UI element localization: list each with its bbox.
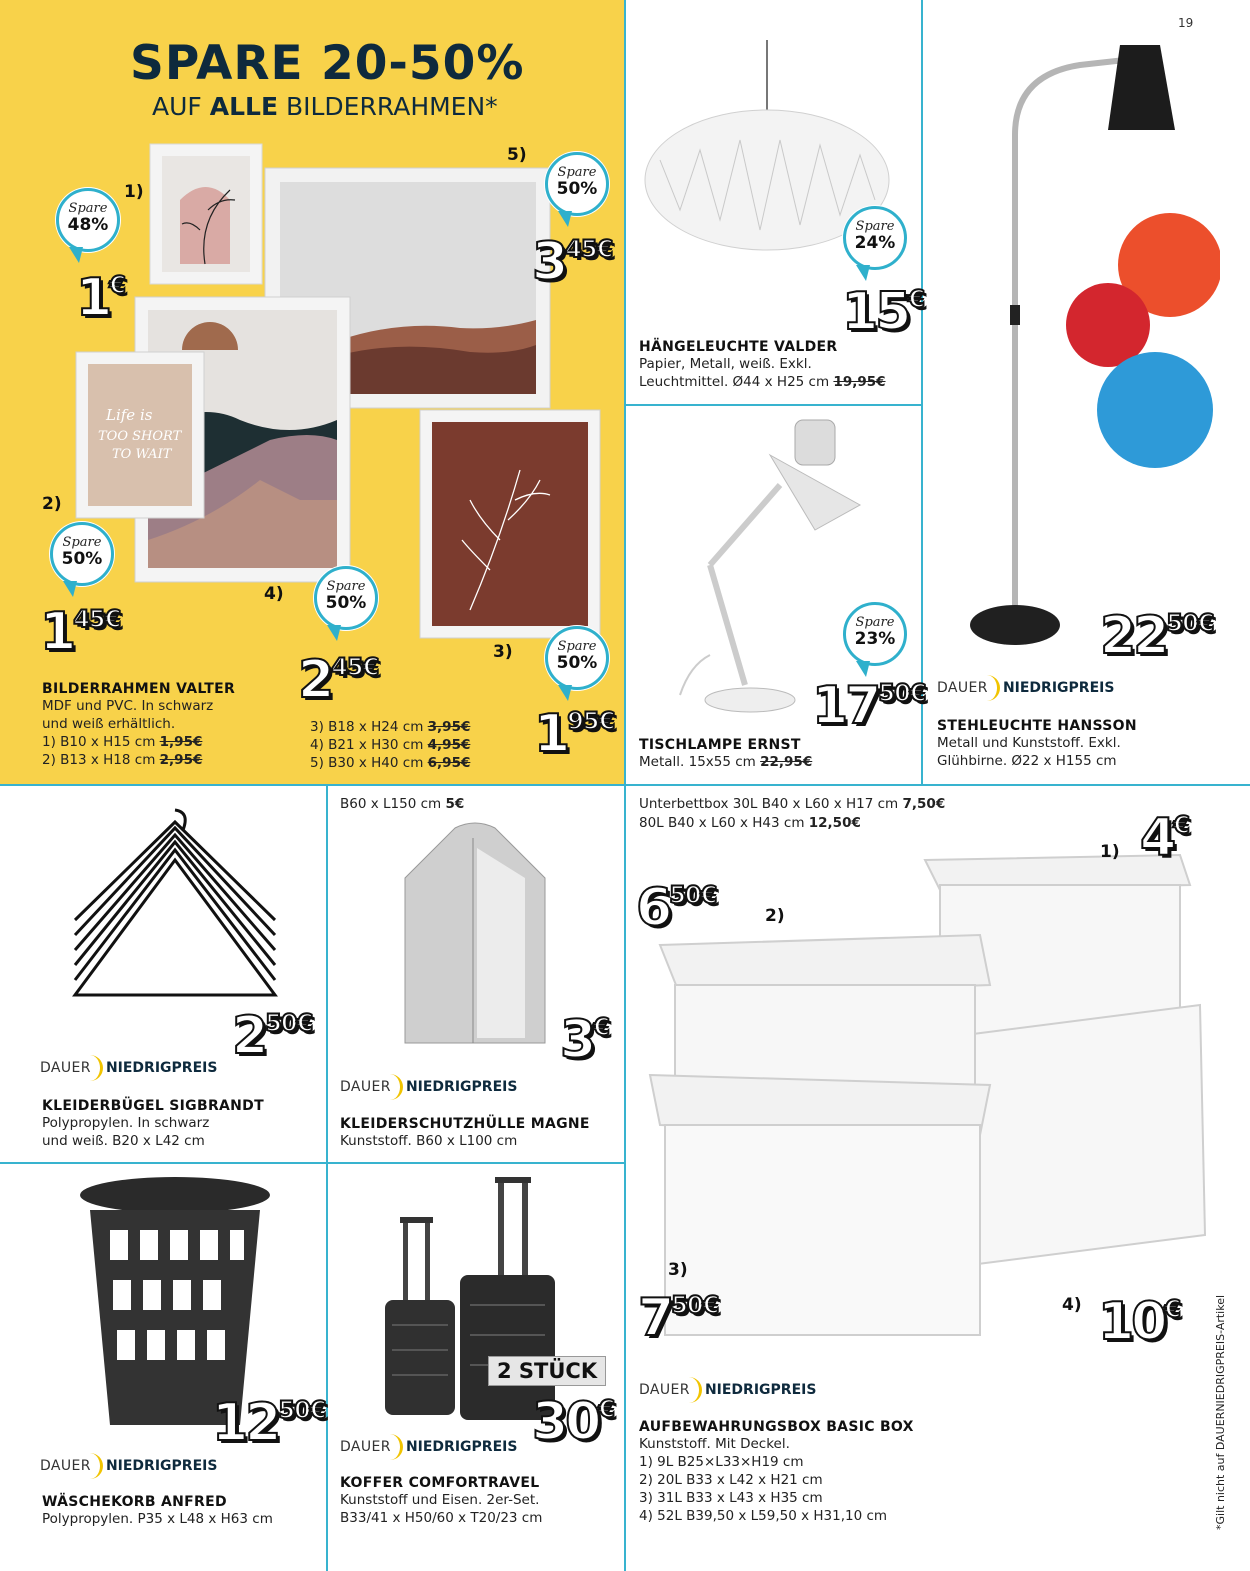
product-desc: Kunststoff. Mit Deckel. — [639, 1436, 790, 1452]
dauer-niedrigpreis-logo: DAUER NIEDRIGPREIS — [639, 1377, 816, 1403]
hangers-description — [42, 1098, 312, 1150]
suitcases-description — [340, 1475, 620, 1527]
product-desc: Metall. 15x55 cm 22,95€ — [639, 754, 813, 770]
promo-headline: SPARE 20-50% — [130, 36, 525, 91]
discount-badge: Spare 23% — [843, 602, 907, 666]
svg-text:Life is: Life is — [106, 406, 153, 424]
frames-description — [42, 681, 312, 769]
promo-subheadline — [152, 92, 498, 121]
footnote: *Gilt nicht auf DAUERNIEDRIGPREIS-Artikel — [1214, 1294, 1227, 1530]
desk-lamp-description — [639, 737, 914, 771]
frame-label-1: 1) — [124, 182, 144, 202]
product-desc: Glühbirne. Ø22 x H155 cm — [937, 753, 1117, 769]
divider — [921, 0, 923, 784]
size-option: Unterbettbox 30L B40 x L60 x H17 cm 7,50€ — [639, 796, 946, 812]
price-tag: 750€ — [638, 1288, 719, 1348]
promo-sub-pre: AUF — [152, 92, 202, 121]
promo-sub-bold: ALLE — [209, 92, 279, 121]
dauer-niedrigpreis-logo: DAUER NIEDRIGPREIS — [937, 675, 1114, 701]
quantity-banner: 2 STÜCK — [488, 1356, 606, 1386]
product-title: HÄNGELEUCHTE VALDER — [639, 339, 838, 355]
garment-bag-image — [395, 818, 555, 1048]
product-desc: Kunststoff. B60 x L100 cm — [340, 1133, 518, 1149]
product-title: TISCHLAMPE ERNST — [639, 737, 801, 753]
price-tag: 2250€ — [1100, 606, 1214, 666]
divider — [626, 404, 921, 406]
product-desc: Polypropylen. P35 x L48 x H63 cm — [42, 1511, 273, 1527]
price-tag: 250€ — [232, 1006, 313, 1066]
divider — [0, 1162, 624, 1164]
size-line: 3) 31L B33 x L43 x H35 cm — [639, 1490, 823, 1506]
price-tag: 650€ — [636, 878, 717, 938]
size-option: B60 x L150 cm 5€ — [340, 796, 465, 812]
product-title: AUFBEWAHRUNGSBOX BASIC BOX — [639, 1419, 914, 1435]
discount-badge: Spare 48% — [56, 188, 120, 252]
frame-label-4: 4) — [264, 584, 284, 604]
product-desc: und weiß erhältlich. — [42, 716, 176, 732]
svg-text:TO WAIT: TO WAIT — [112, 447, 172, 462]
box-label-1: 1) — [1100, 842, 1120, 862]
price-tag: 10€ — [1098, 1292, 1181, 1352]
price-tag: 195€ — [534, 704, 615, 764]
storage-boxes-image — [640, 845, 1220, 1345]
price-tag: 245€ — [298, 650, 379, 710]
product-desc: Papier, Metall, weiß. Exkl. — [639, 356, 812, 372]
price-tag: 345€ — [532, 232, 613, 292]
price-tag: 1750€ — [812, 676, 926, 736]
size-line: 1) 9L B25×L33×H19 cm — [639, 1454, 804, 1470]
product-desc: MDF und PVC. In schwarz — [42, 698, 214, 714]
price-tag: 145€ — [40, 602, 121, 662]
dauer-niedrigpreis-logo: DAUER NIEDRIGPREIS — [340, 1074, 517, 1100]
hangers-image — [65, 800, 285, 1010]
box-label-4: 4) — [1062, 1295, 1082, 1315]
size-line: 4) B21 x H30 cm 4,95€ — [310, 737, 471, 753]
product-desc: Leuchtmittel. Ø44 x H25 cm 19,95€ — [639, 374, 886, 390]
discount-badge: Spare 50% — [545, 152, 609, 216]
page-number: 19 — [1178, 16, 1194, 30]
product-title: KLEIDERSCHUTZHÜLLE MAGNE — [340, 1116, 590, 1132]
product-title: KOFFER COMFORTRAVEL — [340, 1475, 540, 1491]
storage-boxes-description — [639, 1419, 979, 1525]
product-desc: Metall und Kunststoff. Exkl. — [937, 735, 1121, 751]
size-option: 80L B40 x L60 x H43 cm 12,50€ — [639, 815, 861, 831]
product-title: STEHLEUCHTE HANSSON — [937, 718, 1137, 734]
price-tag: 3€ — [560, 1010, 609, 1070]
size-line: 2) 20L B33 x L42 x H21 cm — [639, 1472, 823, 1488]
garment-bag-description — [340, 1116, 620, 1150]
svg-text:TOO SHORT: TOO SHORT — [98, 429, 182, 444]
price-tag: 30€ — [532, 1392, 615, 1452]
floor-lamp-image — [960, 35, 1220, 665]
divider — [624, 0, 626, 784]
product-desc: Polypropylen. In schwarz — [42, 1115, 210, 1131]
product-desc: B33/41 x H50/60 x T20/23 cm — [340, 1510, 543, 1526]
dauer-niedrigpreis-logo: DAUER NIEDRIGPREIS — [40, 1453, 217, 1479]
size-line: 3) B18 x H24 cm 3,95€ — [310, 719, 471, 735]
dauer-niedrigpreis-logo: DAUER NIEDRIGPREIS — [340, 1434, 517, 1460]
discount-badge: Spare 50% — [545, 626, 609, 690]
box-label-2: 2) — [765, 906, 785, 926]
laundry-basket-description — [42, 1494, 317, 1528]
price-tag: 1250€ — [212, 1393, 326, 1453]
price-tag: 15€ — [842, 282, 925, 342]
product-desc: und weiß. B20 x L42 cm — [42, 1133, 205, 1149]
floor-lamp-description — [937, 718, 1237, 770]
product-title: BILDERRAHMEN VALTER — [42, 681, 236, 697]
discount-badge: Spare 50% — [50, 522, 114, 586]
divider — [326, 786, 328, 1571]
discount-badge: Spare 24% — [843, 206, 907, 270]
frames-sizes — [310, 718, 510, 772]
pendant-lamp-description — [639, 339, 914, 391]
price-tag: 4€ — [1140, 808, 1189, 868]
frame-label-2: 2) — [42, 494, 62, 514]
size-line: 1) B10 x H15 cm 1,95€ — [42, 734, 203, 750]
discount-badge: Spare 50% — [314, 566, 378, 630]
size-line: 4) 52L B39,50 x L59,50 x H31,10 cm — [639, 1508, 888, 1524]
size-line: 5) B30 x H40 cm 6,95€ — [310, 755, 471, 771]
product-desc: Kunststoff und Eisen. 2er-Set. — [340, 1492, 540, 1508]
frame-label-3: 3) — [493, 642, 513, 662]
product-title: KLEIDERBÜGEL SIGBRANDT — [42, 1098, 264, 1114]
price-tag: 1€ — [76, 268, 125, 328]
box-label-3: 3) — [668, 1260, 688, 1280]
product-title: WÄSCHEKORB ANFRED — [42, 1494, 227, 1510]
promo-sub-post: BILDERRAHMEN* — [285, 92, 498, 121]
dauer-niedrigpreis-logo: DAUER NIEDRIGPREIS — [40, 1055, 217, 1081]
size-line: 2) B13 x H18 cm 2,95€ — [42, 752, 203, 768]
frame-label-5: 5) — [507, 145, 527, 165]
divider — [624, 786, 626, 1571]
